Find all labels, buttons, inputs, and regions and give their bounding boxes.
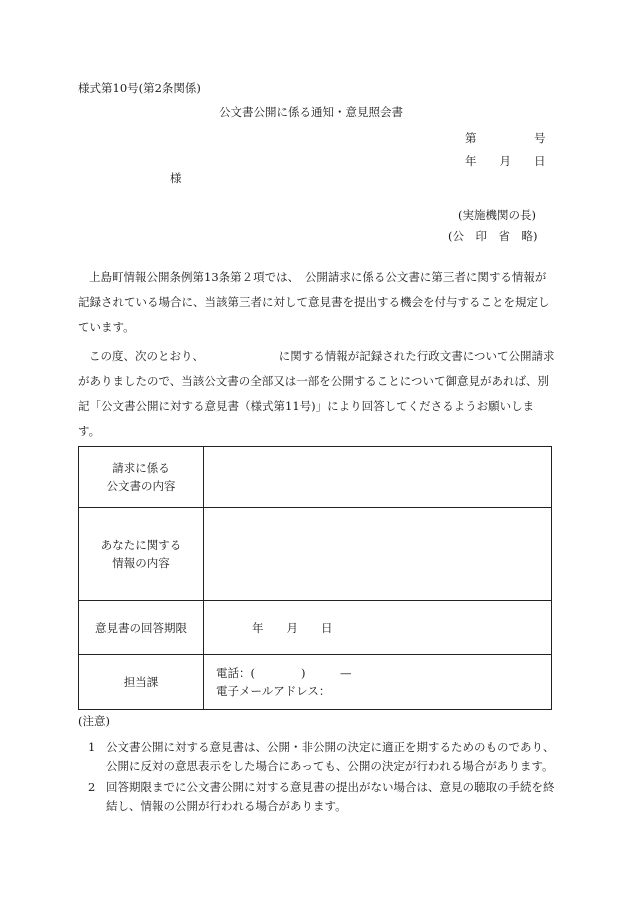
note-number: 1 [88, 740, 96, 754]
sender-organization: (実施機関の長) [458, 208, 536, 222]
department-email: 電子メールアドレス： [216, 684, 331, 698]
requested-document-label-line1: 請求に係る [112, 461, 170, 475]
table-row [79, 447, 552, 508]
request-paragraph: この度、次のとおり、 に関する情報が記録された行政文書について公開請求がありましたので、当該公文書の全部又は一部を公開することについて御意見があれば、別記「公文書公開に対する意見書（様式第11号)」により回答してくださるようお願いします。 [78, 349, 555, 438]
reply-deadline-label: 意見書の回答期限 [79, 601, 204, 655]
department-contact[interactable] [204, 655, 552, 710]
note-text: 公文書公開に対する意見書は、公開・非公開の決定に適正を期するためのものであり、公開に反対の意思表示をした場合にあっても、公開の決定が行われる場合があります。 [106, 740, 555, 773]
reply-deadline-value[interactable] [204, 601, 552, 655]
document-number-line: 第 号 [465, 131, 546, 145]
table-row [79, 508, 552, 601]
requested-document-label-line2: 公文書の内容 [106, 479, 176, 493]
inquiry-table [78, 446, 552, 710]
intro-paragraph: 上島町情報公開条例第13条第２項では、 公開請求に係る公文書に第三者に関する情報が記録されている場合に、当該第三者に対して意見書を提出する機会を付与することを規定しています。 [78, 270, 550, 334]
reply-deadline-date: 年 月 日 [252, 620, 333, 635]
notes-section [78, 712, 556, 818]
requested-document-label [79, 447, 204, 508]
document-title: 公文書公開に係る通知・意見照会書 [219, 105, 403, 119]
your-information-value[interactable] [204, 508, 552, 601]
department-phone: 電話：( ) — [216, 666, 352, 680]
notes-heading: (注意) [78, 714, 110, 728]
form-number-label: 様式第10号(第2条関係) [78, 81, 201, 95]
list-item [78, 738, 556, 776]
seal-omitted-note: (公 印 省 略) [448, 229, 538, 243]
note-text: 回答期限までに公文書公開に対する意見書の提出がない場合は、意見の聴取の手続を終結し、情報の公開が行われる場合があります。 [106, 780, 555, 813]
list-item [78, 778, 556, 816]
note-number: 2 [88, 780, 96, 794]
requested-document-value[interactable] [204, 447, 552, 508]
addressee-suffix: 様 [170, 171, 182, 185]
department-label: 担当課 [79, 655, 204, 710]
your-information-label [79, 508, 204, 601]
table-row [79, 601, 552, 655]
your-information-label-line1: あなたに関する [100, 538, 182, 552]
document-date-line: 年 月 日 [465, 154, 546, 168]
your-information-label-line2: 情報の内容 [112, 556, 170, 570]
table-row [79, 655, 552, 710]
